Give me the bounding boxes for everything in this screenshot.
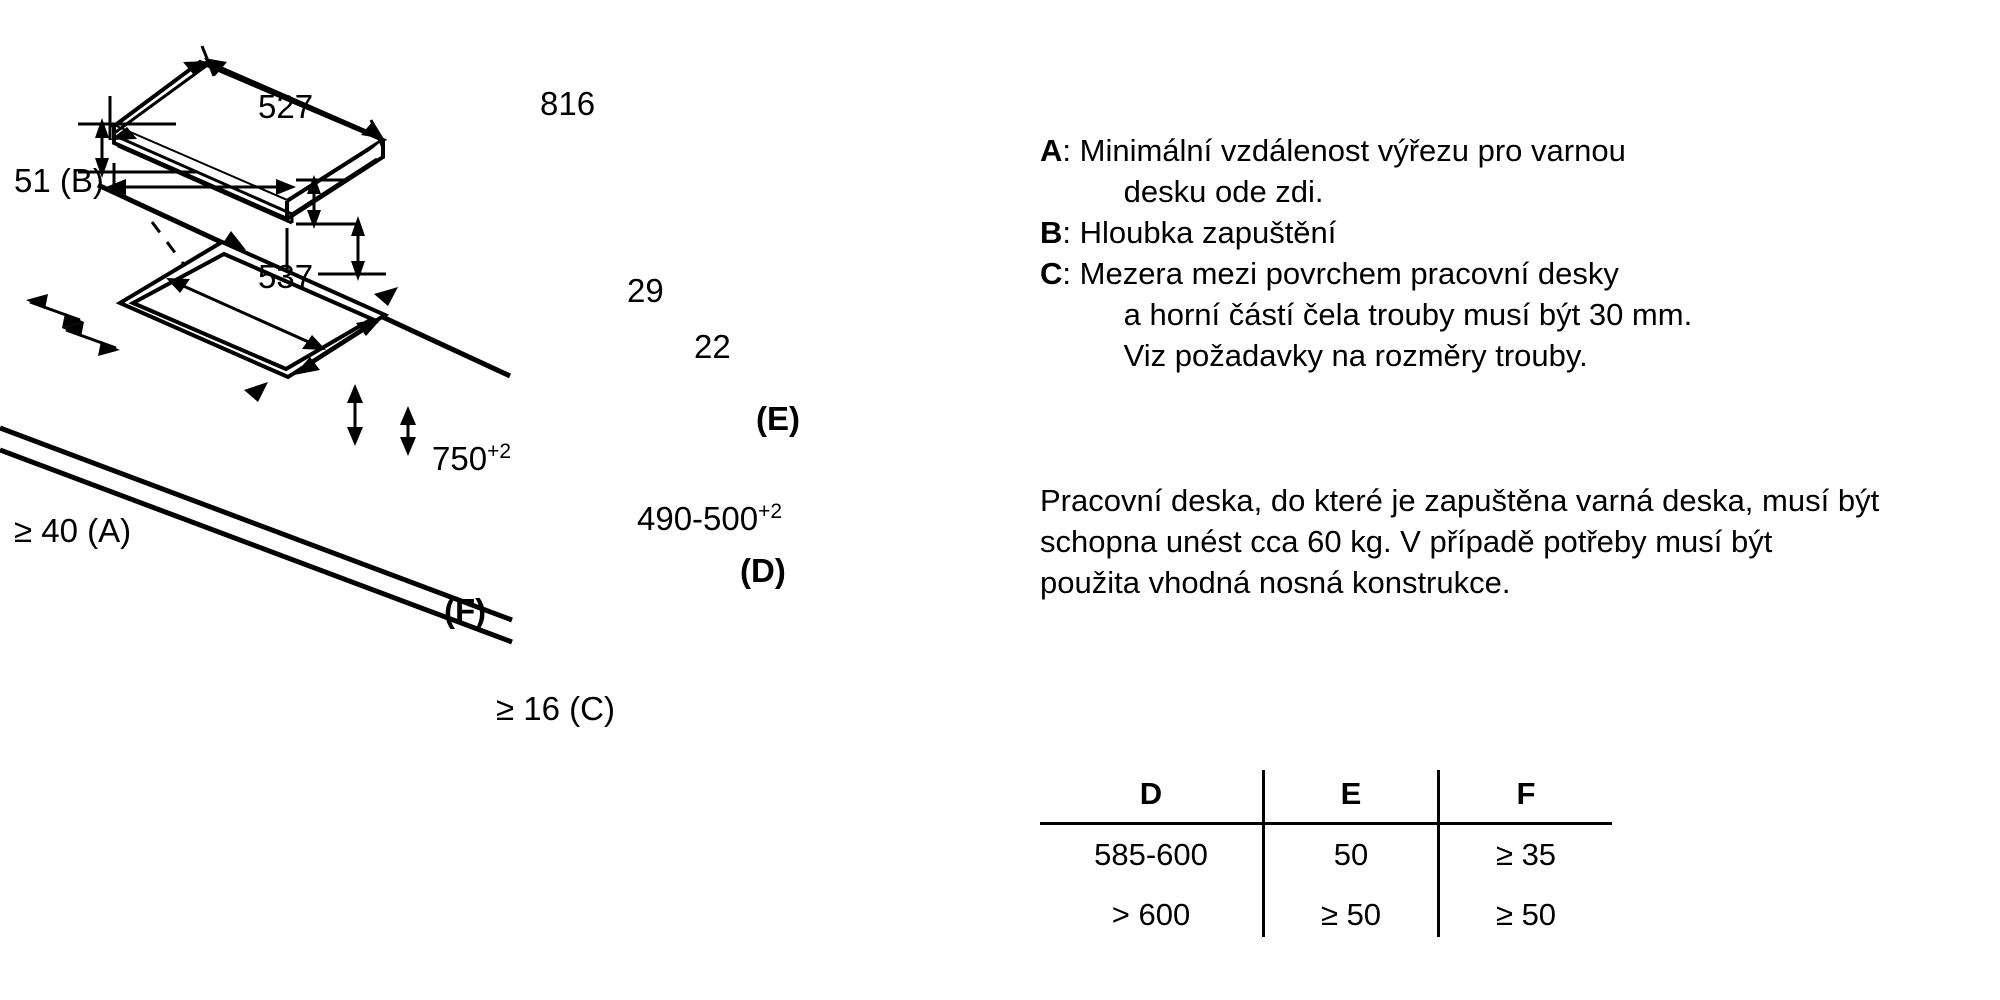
legend-key-a: A — [1040, 133, 1063, 168]
label-C: ≥ 16 (C) — [496, 690, 615, 727]
legend-value-c — [1080, 253, 1693, 376]
legend-item-c: C : Mezera mezi povrchem pracovní desky a horní částí čela trouby musí být 30 mm. Viz požadavky na rozměry trouby. — [1040, 253, 1940, 376]
table-header-d: D — [1139, 776, 1163, 811]
legend-c-line2: a horní částí čela trouby musí být 30 mm. — [1123, 297, 1693, 332]
label-22: 22 — [694, 328, 731, 365]
table-header-row — [1040, 770, 1612, 824]
table-cell-d-1: 585-600 — [1094, 837, 1208, 872]
label-527: 527 — [258, 88, 314, 125]
table-row — [1040, 824, 1612, 886]
label-750: $750^{+2}$ — [432, 440, 512, 477]
label-D: (D) — [740, 552, 786, 589]
legend-c-line3: Viz požadavky na rozměry trouby. — [1123, 338, 1588, 373]
label-A: ≥ 40 (A) — [14, 512, 132, 549]
table-cell-d-2: > 600 — [1111, 897, 1191, 932]
label-490-500: $490-500^{+2}$ — [637, 500, 783, 537]
legend-a-line2: desku ode zdi. — [1123, 174, 1324, 209]
label-51B: 51 (B) — [14, 162, 104, 199]
label-F: (F) — [444, 592, 487, 629]
legend-key-c: C — [1040, 256, 1063, 291]
table-header-f: F — [1439, 770, 1613, 824]
legend-c-line1: Mezera mezi povrchem pracovní desky — [1079, 256, 1619, 291]
legend-a-line1: Minimální vzdálenost výřezu pro varnou — [1079, 133, 1626, 168]
legend-b-line1: Hloubka zapuštění — [1079, 215, 1337, 250]
table-cell-f-2: ≥ 50 — [1439, 885, 1613, 937]
table-cell-e-2: ≥ 50 — [1264, 885, 1439, 937]
spec-table — [1040, 770, 1612, 937]
label-29: 29 — [627, 272, 664, 309]
table-cell-e-1: 50 — [1264, 824, 1439, 886]
legend — [1040, 130, 1940, 376]
label-E: (E) — [756, 400, 800, 437]
label-537: 537 — [258, 258, 314, 295]
table-row — [1040, 885, 1612, 937]
table-header-e: E — [1264, 770, 1439, 824]
legend-value-a — [1080, 130, 1626, 212]
legend-value-b — [1080, 212, 1337, 253]
legend-item-a: A : Minimální vzdálenost výřezu pro varnou desku ode zdi. — [1040, 130, 1940, 212]
legend-item-b: B : Hloubka zapuštění — [1040, 212, 1940, 253]
table-cell-f-1: ≥ 35 — [1439, 824, 1613, 886]
legend-key-b: B — [1040, 215, 1063, 250]
load-capacity-paragraph: Pracovní deska, do které je zapuštěna varná deska, musí být schopna unést cca 60 kg. V případě potřeby musí být použita vhodná nosná konstrukce. — [1040, 483, 1880, 600]
label-816: 816 — [540, 85, 596, 122]
